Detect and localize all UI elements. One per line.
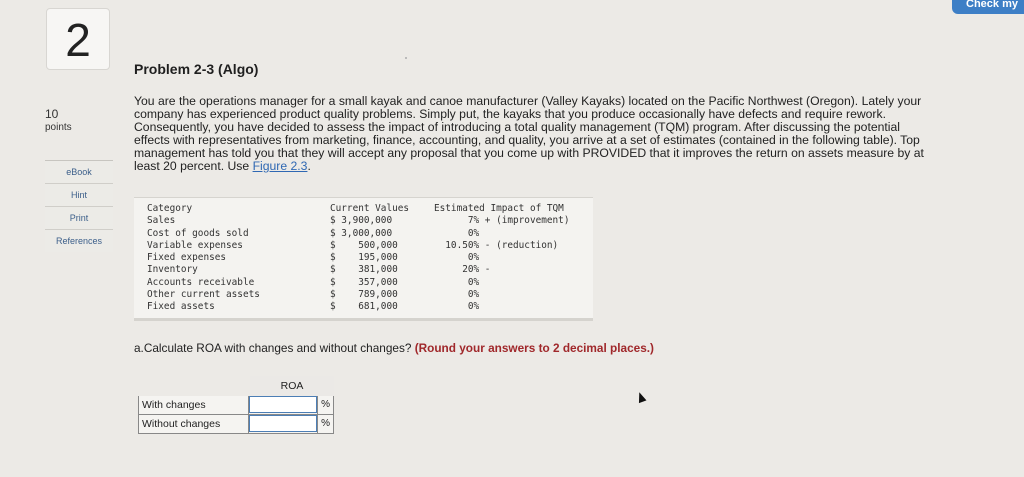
- row-impact: 10.50% - (reduction): [434, 239, 559, 251]
- header-impact: Estimated Impact of TQM: [434, 203, 564, 214]
- impact-column: [434, 203, 569, 314]
- description-end: .: [307, 159, 311, 173]
- part-a-question: [134, 341, 654, 355]
- row-impact: 0%: [434, 276, 480, 288]
- references-button[interactable]: References: [45, 229, 113, 252]
- current-values-column: [330, 203, 409, 314]
- roa-header-row: [138, 376, 334, 396]
- figure-link[interactable]: Figure 2.3: [252, 159, 308, 173]
- roa-row-with-changes: [138, 396, 334, 415]
- with-changes-label: With changes: [139, 396, 249, 414]
- header-current-values: Current Values: [330, 203, 410, 214]
- row-current-value: $ 681,000: [330, 301, 398, 313]
- points-value: 10: [45, 107, 59, 121]
- points-label: points: [45, 122, 72, 133]
- row-category: Sales: [147, 215, 176, 227]
- decorative-dot: [405, 57, 407, 59]
- row-category: Fixed assets: [147, 301, 215, 313]
- mouse-cursor-icon: [636, 391, 647, 403]
- points-info: [45, 108, 72, 134]
- percent-unit: %: [317, 396, 333, 414]
- row-category: Cost of goods sold: [147, 227, 249, 239]
- row-current-value: $ 3,900,000: [330, 215, 393, 227]
- row-category: Variable expenses: [147, 239, 243, 251]
- percent-unit: %: [317, 415, 333, 433]
- problem-title: Problem 2-3 (Algo): [134, 61, 259, 77]
- row-current-value: $ 3,000,000: [330, 227, 393, 239]
- row-current-value: $ 789,000: [330, 289, 398, 301]
- row-current-value: $ 357,000: [330, 276, 398, 288]
- row-current-value: $ 381,000: [330, 264, 398, 276]
- row-impact: 0%: [434, 289, 480, 301]
- header-category: Category: [147, 203, 193, 214]
- row-impact: 0%: [434, 252, 480, 264]
- hint-button[interactable]: Hint: [45, 183, 113, 206]
- problem-description: [134, 95, 924, 173]
- part-a-text: a.Calculate ROA with changes and without changes?: [134, 341, 415, 355]
- roa-row-without-changes: [138, 415, 334, 434]
- with-changes-input[interactable]: [249, 396, 317, 413]
- row-impact: 7% + (improvement): [434, 215, 570, 227]
- ebook-button[interactable]: eBook: [45, 160, 113, 183]
- description-text: You are the operations manager for a small kayak and canoe manufacturer (Valley Kayaks) located on the Pacific Northwest (Oregon). Lately your company has experienced product quality problems. Simply put, the kayaks that you produce occasionally have defects and require rework. Consequently, you have decided to assess the impact of introducing a total quality management (TQM) program. After discussing the potential effects with representatives from marketing, finance, accounting, and quality, you arrive at a set of estimates (contained in the following table). Top management has told you that they will accept any proposal that you come up with PROVIDED that it improves the return on assets measure by at least 20 percent. Use: [134, 94, 924, 173]
- category-column: [147, 203, 260, 314]
- tqm-estimates-table: [134, 197, 593, 321]
- row-current-value: $ 195,000: [330, 252, 398, 264]
- roa-answer-table: [138, 376, 334, 434]
- row-category: Accounts receivable: [147, 276, 255, 288]
- check-my-work-button[interactable]: Check my: [952, 0, 1024, 14]
- part-a-instruction: (Round your answers to 2 decimal places.): [414, 341, 654, 355]
- row-category: Inventory: [147, 264, 198, 276]
- row-category: Other current assets: [147, 289, 260, 301]
- roa-column-header: ROA: [250, 376, 334, 396]
- row-impact: 0%: [434, 227, 480, 239]
- without-changes-label: Without changes: [139, 415, 249, 433]
- row-impact: 0%: [434, 301, 480, 313]
- row-category: Fixed expenses: [147, 252, 227, 264]
- row-impact: 20% -: [434, 264, 491, 276]
- tool-sidebar: [45, 160, 113, 252]
- row-current-value: $ 500,000: [330, 239, 398, 251]
- print-button[interactable]: Print: [45, 206, 113, 229]
- without-changes-input[interactable]: [249, 415, 317, 432]
- question-number: 2: [46, 8, 110, 70]
